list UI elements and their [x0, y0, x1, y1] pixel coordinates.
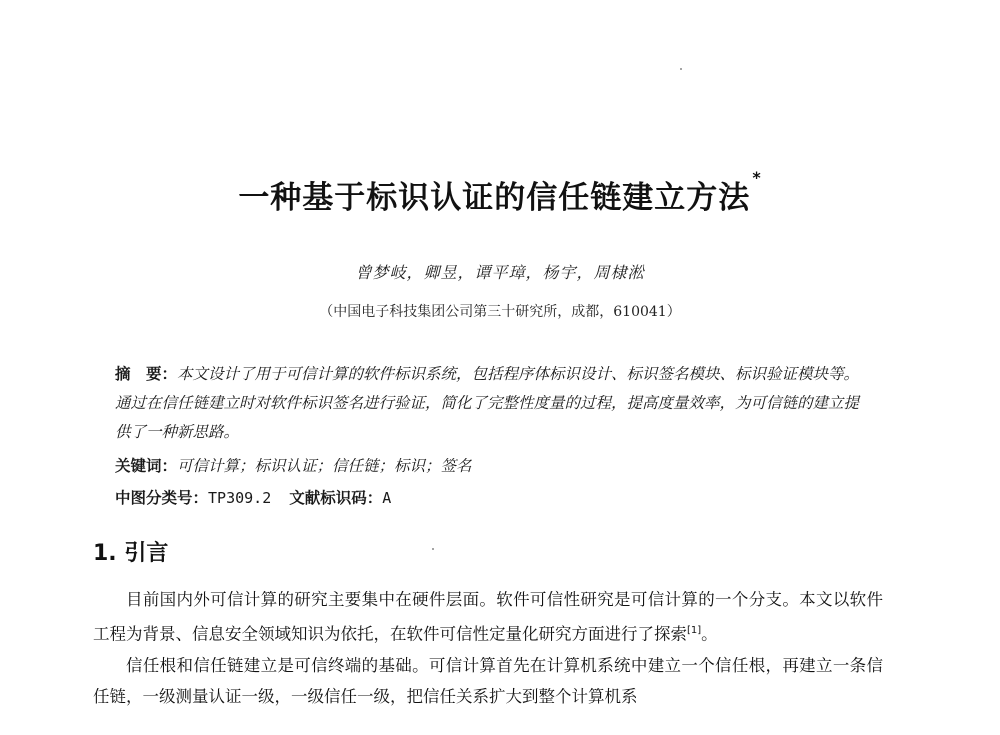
doc-code-value: A [382, 489, 392, 507]
clc-value: TP309.2 [208, 489, 272, 507]
author-list: 曾梦岐，卿昱，谭平璋，杨宇，周棣淞 [355, 263, 645, 282]
paragraph-text: 目前国内外可信计算的研究主要集中在硬件层面。软件可信性研究是可信计算的一个分支。本文以软件工程为背景、信息安全领域知识为依托，在软件可信性定量化研究方面进行了探索 [93, 590, 883, 644]
keywords-label: 关键词： [115, 457, 178, 475]
section-heading-introduction: 1. 引言 [93, 541, 169, 566]
keywords-line [115, 454, 472, 476]
paper-title-text: 一种基于标识认证的信任链建立方法 [238, 180, 751, 216]
paragraph-text: 信任根和信任链建立是可信终端的基础。可信计算首先在计算机系统中建立一个信任根，再建立一条信任链，一级测量认证一级，一级信任一级，把信任关系扩大到整个计算机系 [93, 655, 883, 706]
clc-label: 中图分类号： [115, 489, 209, 507]
body-text [93, 584, 883, 712]
classification-line [115, 486, 391, 508]
keywords-text: 可信计算；标识认证；信任链；标识；签名 [177, 457, 472, 475]
paragraph-end: 。 [701, 624, 718, 644]
author-affiliation: （中国电子科技集团公司第三十研究所，成都，610041） [319, 304, 681, 320]
scan-speck [680, 68, 682, 70]
abstract [115, 360, 865, 447]
title-footnote-mark: * [752, 168, 762, 187]
paragraph [93, 650, 883, 712]
paper-title [0, 168, 1000, 217]
abstract-text: 本文设计了用于可信计算的软件标识系统，包括程序体标识设计、标识签名模块、标识验证模块等。通过在信任链建立时对软件标识签名进行验证，简化了完整性度量的过程，提高度量效率，为可信链的建立提供了一种新思路。 [115, 365, 860, 441]
scan-speck [432, 548, 434, 550]
citation-ref: [1] [687, 625, 702, 636]
paragraph [93, 584, 883, 650]
doc-code-label: 文献标识码： [289, 489, 383, 507]
abstract-label: 摘 要： [115, 365, 178, 383]
